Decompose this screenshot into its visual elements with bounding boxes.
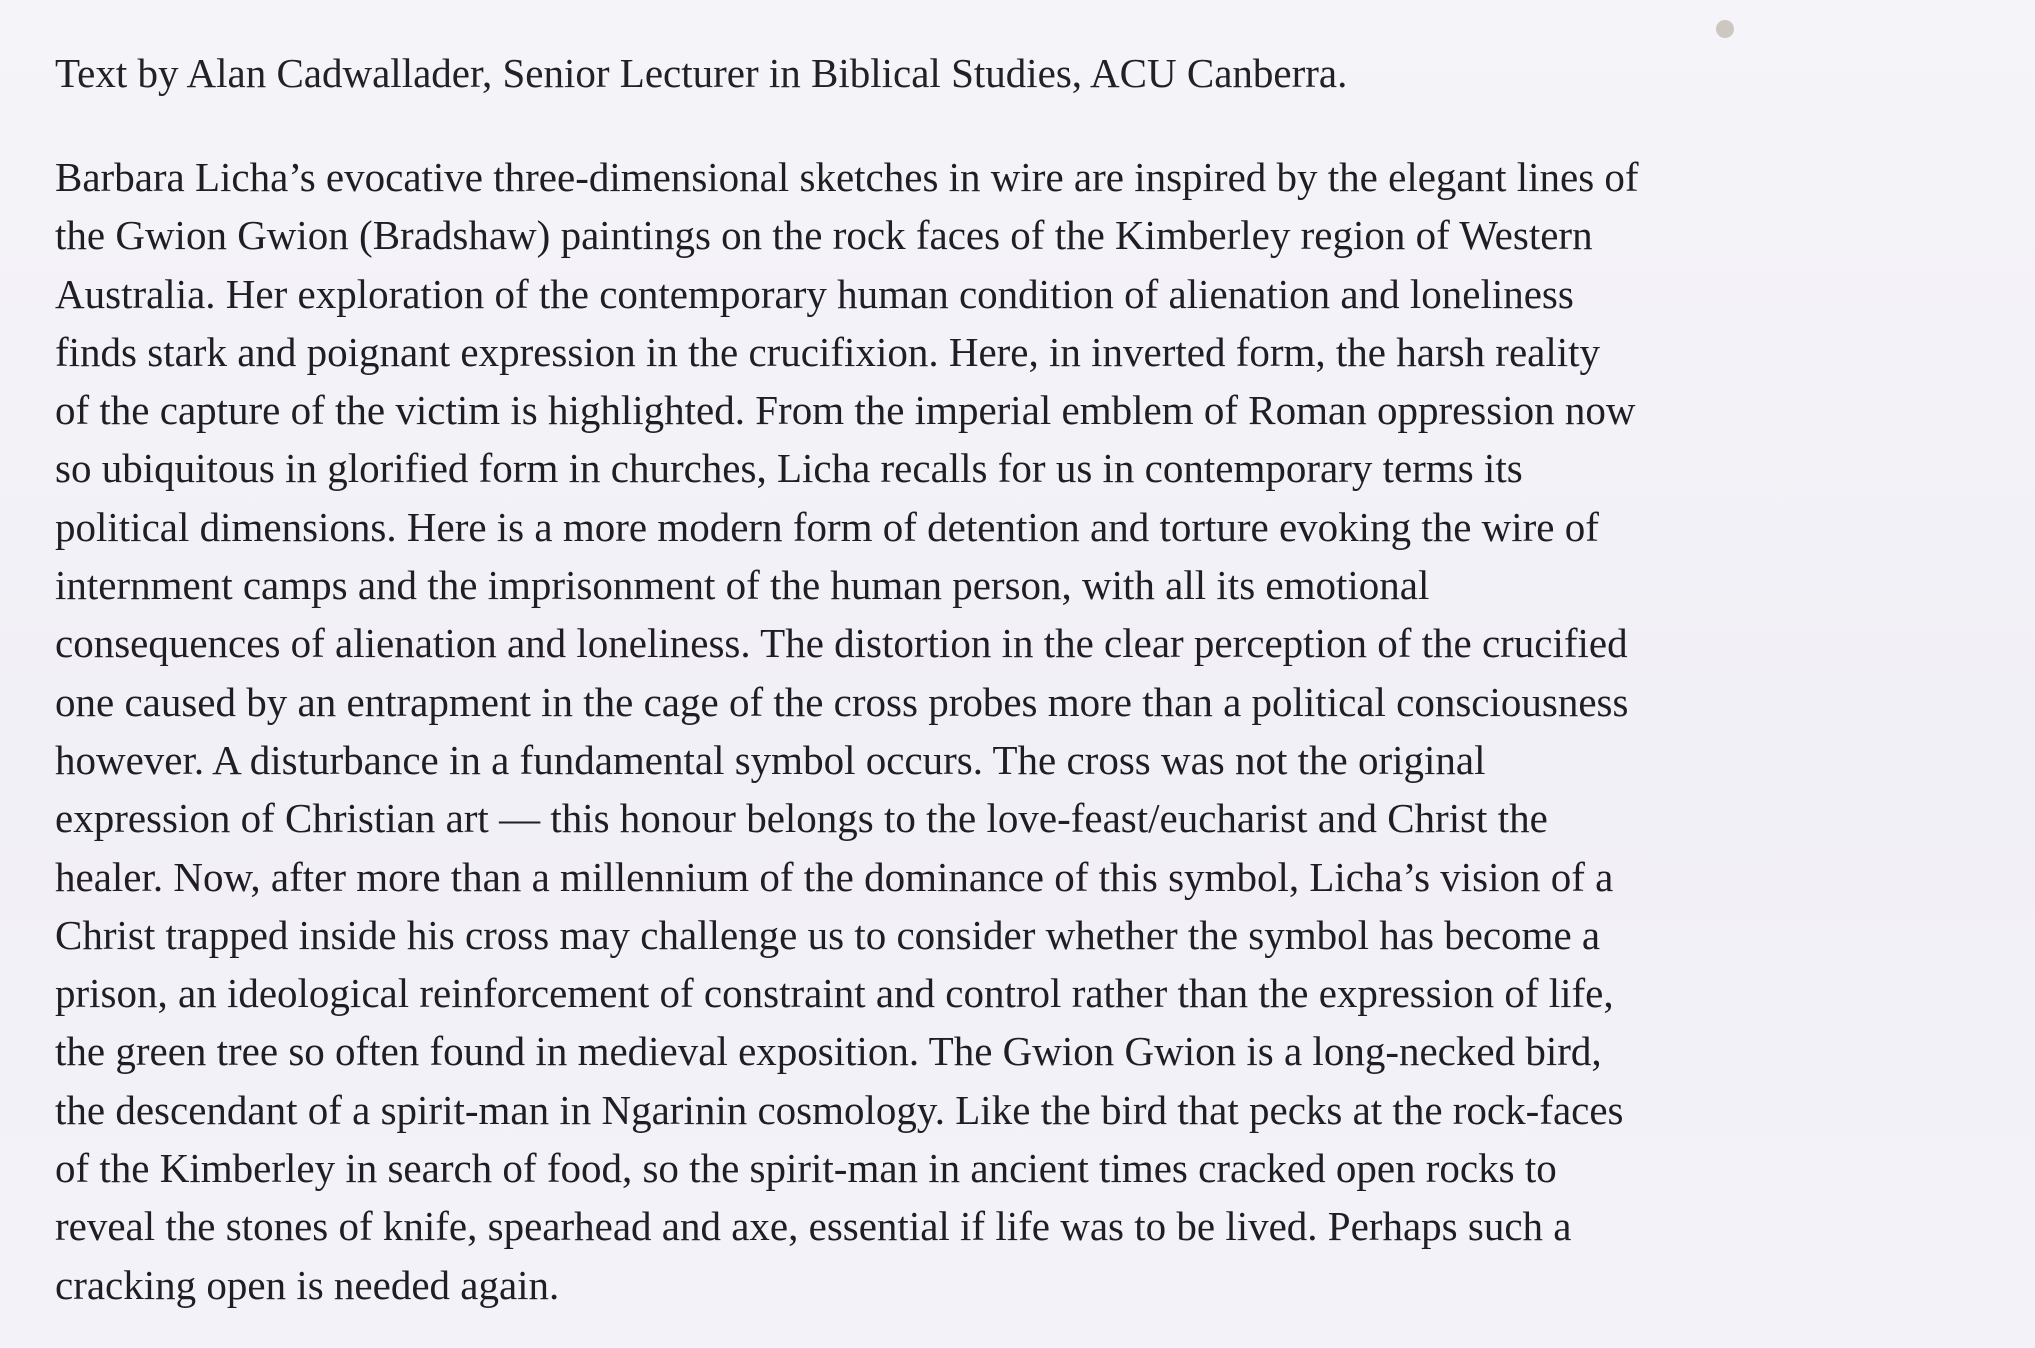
paragraph-line: of the Kimberley in search of food, so the spirit-man in ancient times cracked open rocks to: [55, 1145, 1557, 1192]
paragraph-line: reveal the stones of knife, spearhead and axe, essential if life was to be lived. Perhaps such a: [55, 1203, 1572, 1250]
paragraph-line: prison, an ideological reinforcement of constraint and control rather than the expression of life,: [55, 970, 1614, 1017]
paragraph-line: political dimensions. Here is a more modern form of detention and torture evoking the wire of: [55, 503, 1599, 550]
paragraph-line: of the capture of the victim is highlighted. From the imperial emblem of Roman oppression now: [55, 387, 1636, 434]
paragraph-line: Barbara Licha’s evocative three-dimensional sketches in wire are inspired by the elegant lines of: [55, 154, 1639, 200]
paragraph-line: one caused by an entrapment in the cage of the cross probes more than a political consciousness: [55, 678, 1629, 725]
paragraph-line: the descendant of a spirit-man in Ngarinin cosmology. Like the bird that pecks at the rock-faces: [55, 1086, 1624, 1133]
paper-speck: [1716, 20, 1734, 38]
paragraph-line: however. A disturbance in a fundamental symbol occurs. The cross was not the original: [55, 736, 1486, 783]
paragraph-line: finds stark and poignant expression in the crucifixion. Here, in inverted form, the harsh reality: [55, 328, 1601, 375]
paragraph-line: consequences of alienation and loneliness. The distortion in the clear perception of the crucified: [55, 620, 1628, 667]
paragraph-line: internment camps and the imprisonment of the human person, with all its emotional: [55, 562, 1430, 609]
paragraph-line: expression of Christian art — this honour belongs to the love-feast/eucharist and Christ the: [55, 795, 1548, 842]
paragraph-line: the green tree so often found in medieval exposition. The Gwion Gwion is a long-necked bird,: [55, 1028, 1602, 1075]
paragraph-line: so ubiquitous in glorified form in churches, Licha recalls for us in contemporary terms its: [55, 445, 1523, 492]
paragraph-line: the Gwion Gwion (Bradshaw) paintings on the rock faces of the Kimberley region of Western: [55, 212, 1593, 259]
paragraph-line: cracking open is needed again.: [55, 1261, 560, 1308]
paragraph-line: healer. Now, after more than a millennium of the dominance of this symbol, Licha’s vision of a: [55, 853, 1614, 900]
paragraph-line: Christ trapped inside his cross may challenge us to consider whether the symbol has become a: [55, 911, 1601, 958]
paragraph-line: Australia. Her exploration of the contemporary human condition of alienation and loneliness: [55, 270, 1574, 317]
attribution-line: Text by Alan Cadwallader, Senior Lecturer in Biblical Studies, ACU Canberra.: [55, 50, 1348, 96]
body-paragraph: [55, 148, 1639, 1314]
